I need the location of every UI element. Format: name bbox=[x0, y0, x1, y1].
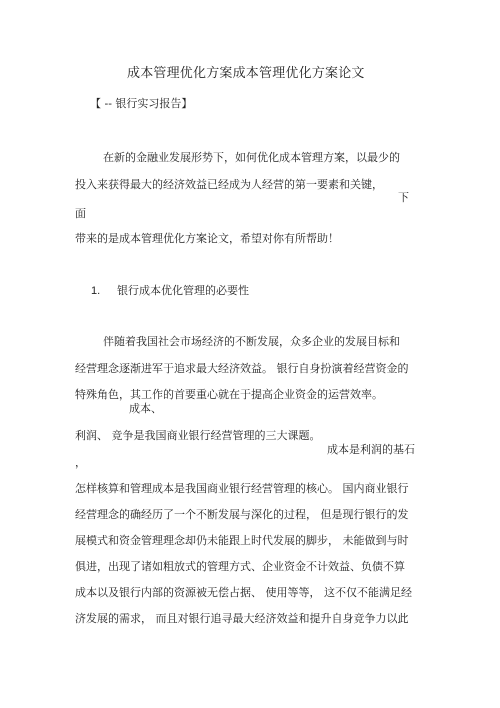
body-line: 展模式和资金管理理念却仍未能跟上时代发展的脚步， 未能做到与时 bbox=[75, 534, 409, 547]
intro-line-2-tail: 下 bbox=[398, 191, 409, 204]
body-line: 伴随着我国社会市场经济的不断发展，众多企业的发展目标和 bbox=[103, 335, 400, 348]
body-line: 俱进，出现了诸如粗放式的管理方式、企业资金不计效益、负债不算 bbox=[75, 560, 405, 573]
document-subtitle: 【 -- 银行实习报告】 bbox=[90, 97, 193, 110]
body-line: 成本是利润的基石 bbox=[327, 443, 415, 456]
body-line: 利润、 竞争是我国商业银行经营管理的三大课题。 bbox=[75, 429, 321, 442]
section-title: 银行成本优化管理的必要性 bbox=[117, 284, 249, 297]
section-number: 1. bbox=[91, 285, 101, 297]
intro-line-3: 面 bbox=[75, 207, 86, 220]
body-line: 怎样核算和管理成本是我国商业银行经营管理的核心。 国内商业银行 bbox=[75, 482, 409, 495]
body-line: 特殊角色，其工作的首要重心就在于提高企业资金的运营效率。 bbox=[75, 388, 383, 401]
body-line: 济发展的需求， 而且对银行追寻最大经济效益和提升自身竞争力以此 bbox=[75, 612, 409, 625]
body-line: 成本以及银行内部的资源被无偿占据、 使用等等， 这不仅不能满足经 bbox=[75, 586, 412, 599]
intro-line-2: 投入来获得最大的经济效益已经成为人经营的第一要素和关键， bbox=[75, 178, 383, 191]
body-line: ， bbox=[75, 456, 86, 469]
intro-line-4: 带来的是成本管理优化方案论文，希望对你有所帮助！ bbox=[75, 232, 339, 245]
intro-line-1: 在新的金融业发展形势下，如何优化成本管理方案，以最少的 bbox=[103, 151, 400, 164]
body-line: 经营理念的确经历了一个不断发展与深化的过程， 但是现行银行的发 bbox=[75, 508, 409, 521]
body-line: 经营理念逐渐进军于追求最大经济效益。 银行自身扮演着经营资金的 bbox=[75, 362, 409, 375]
document-title: 成本管理优化方案成本管理优化方案论文 bbox=[127, 66, 365, 81]
body-line: 成本、 bbox=[129, 402, 162, 415]
